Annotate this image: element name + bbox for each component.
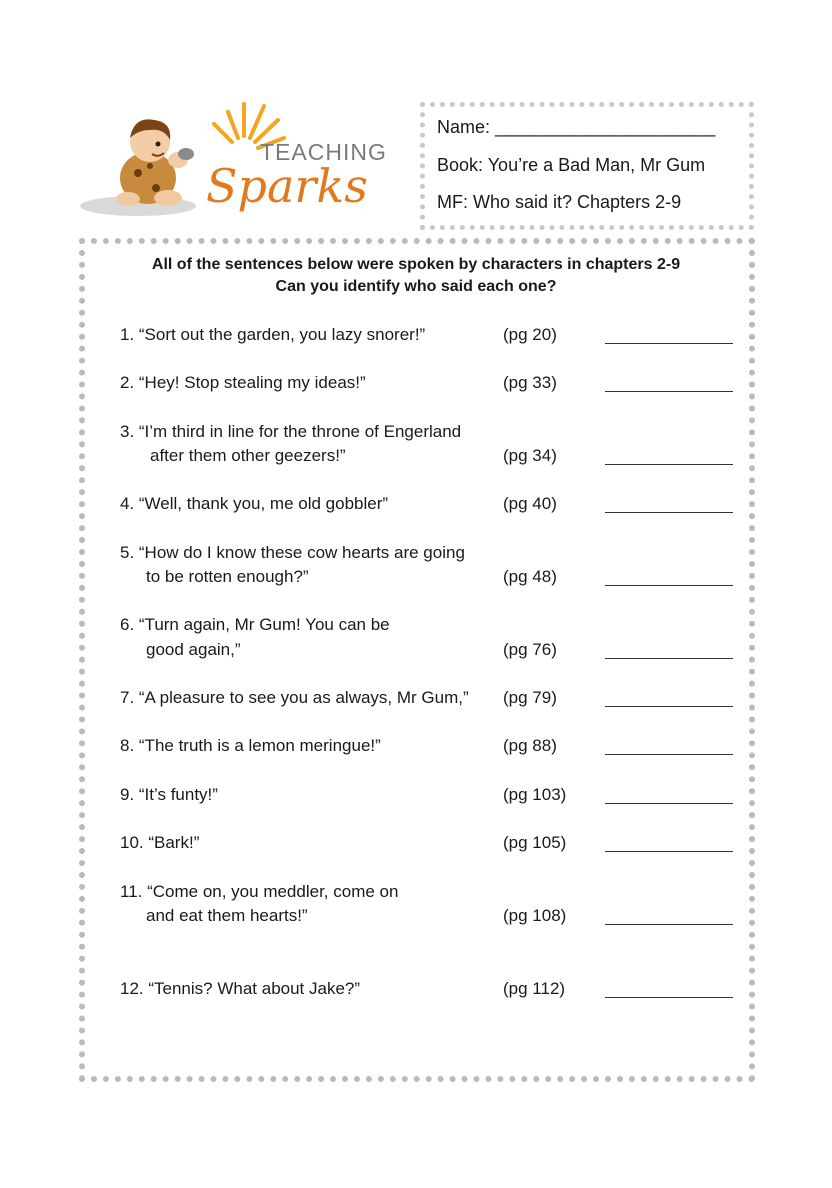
question-10: 10. “Bark!”	[120, 833, 200, 852]
question-6-page: (pg 76)	[503, 640, 557, 659]
question-10-answer-blank[interactable]	[605, 851, 733, 852]
question-5-line-1: 5. “How do I know these cow hearts are going	[120, 543, 465, 562]
question-9-answer-blank[interactable]	[605, 803, 733, 804]
question-11-line-2: and eat them hearts!”	[146, 906, 308, 925]
question-8-answer-blank[interactable]	[605, 754, 733, 755]
question-2-page: (pg 33)	[503, 373, 557, 392]
question-3-answer-blank[interactable]	[605, 464, 733, 465]
book-title: Book: You’re a Bad Man, Mr Gum	[437, 154, 706, 175]
name-field-label[interactable]: Name: ______________________	[437, 117, 716, 137]
question-12: 12. “Tennis? What about Jake?”	[120, 979, 361, 998]
instructions-line-2: Can you identify who said each one?	[275, 278, 557, 295]
question-6-answer-blank[interactable]	[605, 658, 733, 659]
question-8-page: (pg 88)	[503, 736, 557, 755]
question-1-page: (pg 20)	[503, 325, 557, 344]
worksheet-title: MF: Who said it? Chapters 2-9	[437, 192, 682, 212]
question-2-answer-blank[interactable]	[605, 391, 733, 392]
question-11-answer-blank[interactable]	[605, 924, 733, 925]
question-7: 7. “A pleasure to see you as always, Mr Gum,”	[120, 688, 469, 707]
question-5-line-2: to be rotten enough?”	[146, 567, 309, 586]
question-9: 9. “It’s funty!”	[120, 785, 218, 804]
question-5-page: (pg 48)	[503, 567, 557, 586]
question-3-line-1: 3. “I’m third in line for the throne of Engerland	[120, 422, 462, 441]
student-info-box	[420, 102, 754, 230]
question-7-page: (pg 79)	[503, 688, 557, 707]
question-6-line-1: 6. “Turn again, Mr Gum! You can be	[120, 615, 390, 634]
question-3-page: (pg 34)	[503, 446, 557, 465]
question-4-answer-blank[interactable]	[605, 512, 733, 513]
question-12-page: (pg 112)	[503, 979, 566, 998]
question-9-page: (pg 103)	[503, 785, 567, 804]
question-5-answer-blank[interactable]	[605, 585, 733, 586]
question-11-line-1: 11. “Come on, you meddler, come on	[120, 882, 399, 901]
question-1-answer-blank[interactable]	[605, 343, 733, 344]
question-12-answer-blank[interactable]	[605, 997, 733, 998]
question-6-line-2: good again,”	[146, 640, 241, 659]
logo-sparks-text: Sparks	[206, 159, 368, 213]
caveman-logo-icon	[78, 98, 390, 220]
question-4-page: (pg 40)	[503, 494, 557, 513]
question-4: 4. “Well, thank you, me old gobbler”	[120, 494, 389, 513]
question-10-page: (pg 105)	[503, 833, 567, 852]
teaching-sparks-logo	[78, 98, 390, 220]
instructions-line-1: All of the sentences below were spoken by characters in chapters 2-9	[151, 256, 681, 273]
logo-teaching-text: TEACHING	[260, 139, 387, 165]
question-3-line-2: after them other geezers!”	[150, 446, 346, 465]
question-2: 2. “Hey! Stop stealing my ideas!”	[120, 373, 366, 392]
question-1: 1. “Sort out the garden, you lazy snorer!”	[120, 325, 426, 344]
question-7-answer-blank[interactable]	[605, 706, 733, 707]
question-11-page: (pg 108)	[503, 906, 567, 925]
question-8: 8. “The truth is a lemon meringue!”	[120, 736, 381, 755]
